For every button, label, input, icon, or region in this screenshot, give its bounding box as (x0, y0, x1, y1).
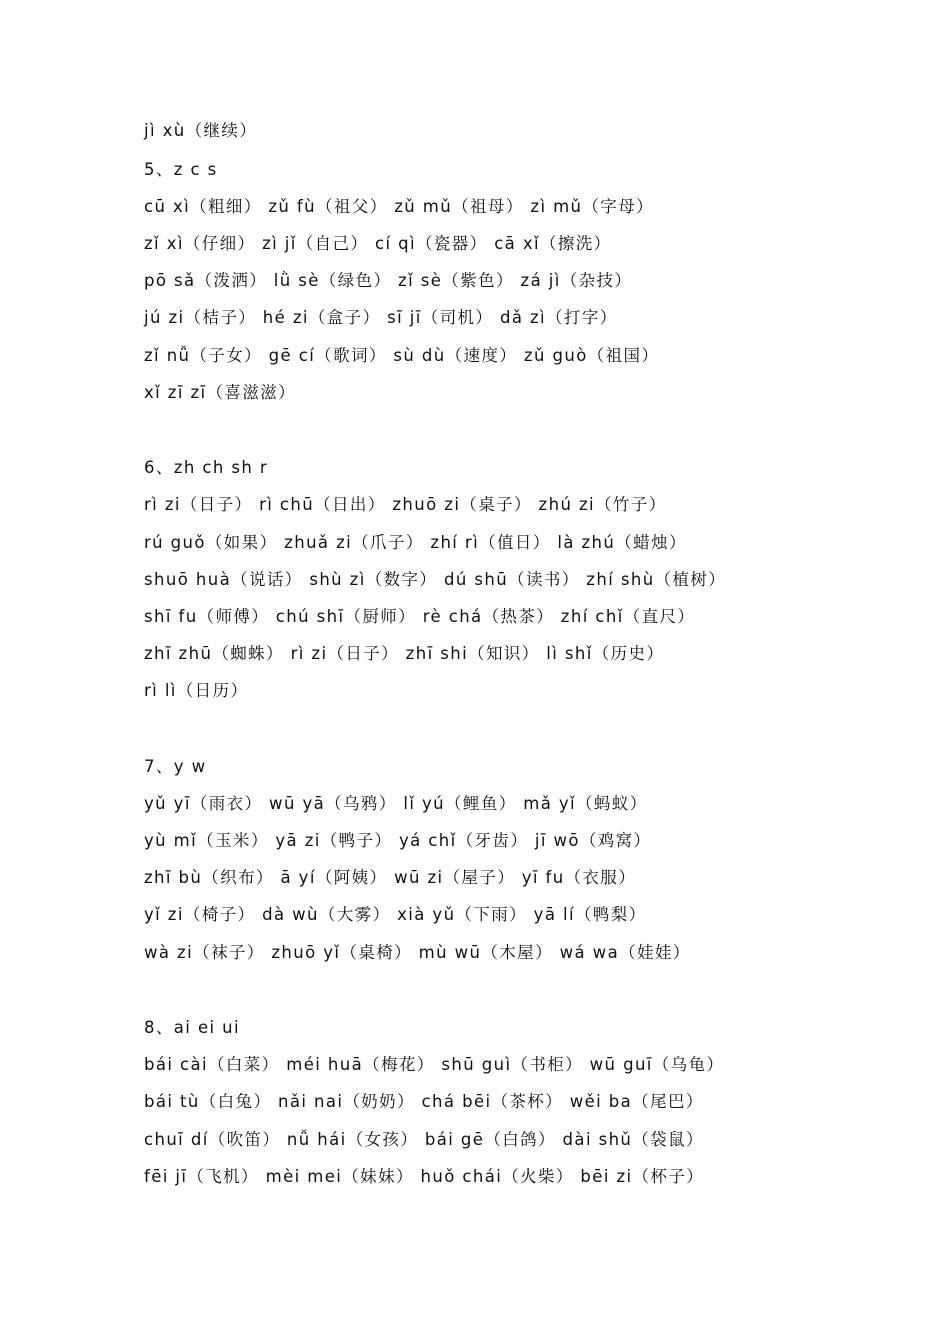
text-line: wà zi（袜子） zhuō yǐ（桌椅） mù wū（木屋） wá wa（娃娃） (144, 943, 691, 962)
section-heading: 7、y w (144, 757, 207, 776)
text-line: zǐ xì（仔细） zì jǐ（自己） cí qì（瓷器） cā xǐ（擦洗） (144, 234, 612, 253)
text-line: bái cài（白菜） méi huā（梅花） shū guì（书柜） wū guī（乌龟） (144, 1055, 725, 1074)
text-line: chuī dí（吹笛） nǚ hái（女孩） bái gē（白鸽） dài shǔ（袋鼠） (144, 1130, 704, 1149)
text-line: yǔ yī（雨衣） wū yā（乌鸦） lǐ yú（鲤鱼） mǎ yǐ（蚂蚁） (144, 794, 648, 813)
text-line: jú zi（桔子） hé zi（盒子） sī jī（司机） dǎ zì（打字） (144, 308, 618, 327)
section-heading: 8、ai ei ui (144, 1018, 240, 1037)
text-line: fēi jī（飞机） mèi mei（妹妹） huǒ chái（火柴） bēi zi（杯子） (144, 1167, 705, 1186)
text-line: cū xì（粗细） zǔ fù（祖父） zǔ mǔ（祖母） zì mǔ（字母） (144, 197, 655, 216)
text-line: shuō huà（说话） shù zì（数字） dú shū（读书） zhí shù（植树） (144, 570, 727, 589)
text-line: zhī bù（织布） ā yí（阿姨） wū zi（屋子） yī fu（衣服） (144, 868, 637, 887)
section-heading: 6、zh ch sh r (144, 458, 269, 477)
text-line: rì zi（日子） rì chū（日出） zhuō zi（桌子） zhú zi（竹子） (144, 495, 667, 514)
text-line: zǐ nǚ（子女） gē cí（歌词） sù dù（速度） zǔ guò（祖国） (144, 346, 660, 365)
text-line: xǐ zī zī（喜滋滋） (144, 383, 297, 402)
text-line: rì lì（日历） (144, 681, 249, 700)
text-line: jì xù（继续） (144, 121, 258, 140)
text-line: zhī zhū（蜘蛛） rì zi（日子） zhī shi（知识） lì shǐ（历史） (144, 644, 665, 663)
text-line: rú guǒ（如果） zhuǎ zi（爪子） zhí rì（值日） là zhú（蜡烛） (144, 533, 687, 552)
text-line: yǐ zi（椅子） dà wù（大雾） xià yǔ（下雨） yā lí（鸭梨） (144, 905, 647, 924)
text-line: yù mǐ（玉米） yā zi（鸭子） yá chǐ（牙齿） jī wō（鸡窝） (144, 831, 652, 850)
text-line: shī fu（师傅） chú shī（厨师） rè chá（热茶） zhí chǐ（直尺） (144, 607, 696, 626)
text-line: pō sǎ（泼洒） lǜ sè（绿色） zǐ sè（紫色） zá jì（杂技） (144, 271, 633, 290)
section-heading: 5、z c s (144, 160, 218, 179)
text-line: bái tù（白兔） nǎi nai（奶奶） chá bēi（茶杯） wěi ba（尾巴） (144, 1092, 704, 1111)
